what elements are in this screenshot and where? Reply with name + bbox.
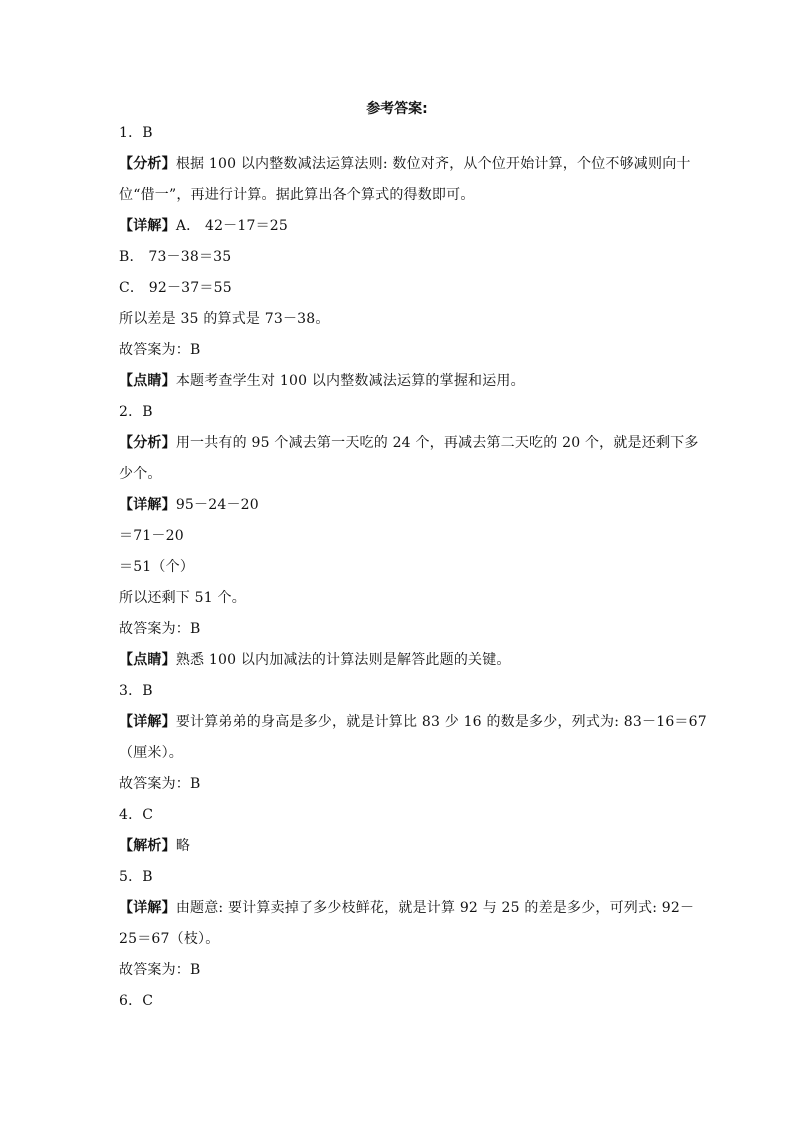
line-text: 1．B [119, 125, 153, 141]
answer-line [119, 278, 679, 309]
line-text: （厘米）。 [119, 745, 183, 761]
line-text: 6．C [119, 993, 154, 1009]
line-text: B． 73－38＝35 [119, 249, 232, 265]
answer-line [119, 309, 679, 340]
line-text: 所以差是 35 的算式是 73－38。 [119, 311, 330, 327]
section-tag: 【点睛】 [119, 373, 176, 389]
answer-line [119, 960, 679, 991]
line-text: 2．B [119, 404, 153, 420]
answer-line [119, 340, 679, 371]
answer-line [119, 991, 679, 1022]
line-text: 由题意: 要计算卖掉了多少枝鲜花，就是计算 92 与 25 的差是多少，可列式: 92－ [175, 900, 695, 916]
answer-line [119, 557, 679, 588]
answer-line [119, 650, 679, 681]
section-tag: 【详解】 [119, 714, 176, 730]
line-text: C． 92－37＝55 [119, 280, 232, 296]
line-text: 故答案为：B [119, 342, 201, 358]
answer-line [119, 774, 679, 805]
line-text: 故答案为：B [119, 621, 201, 637]
line-text: 3．B [119, 683, 153, 699]
answer-line [119, 154, 691, 185]
section-tag: 【详解】 [119, 900, 176, 916]
answer-line [119, 898, 695, 929]
line-text: ＝51（个） [119, 559, 195, 575]
line-text: 要计算弟弟的身高是多少，就是计算比 83 少 16 的数是多少，列式为: 83－16＝67 [175, 714, 707, 730]
line-text: 4．C [119, 807, 154, 823]
line-text: 根据 100 以内整数减法运算法则: 数位对齐，从个位开始计算，个位不够减则向十 [175, 156, 691, 172]
line-text: 95－24－20 [175, 497, 259, 513]
answer-line [119, 371, 679, 402]
line-text: 所以还剩下 51 个。 [119, 590, 246, 606]
line-text: ＝71－20 [119, 528, 184, 544]
line-text: 位“借一”，再进行计算。据此算出各个算式的得数即可。 [119, 187, 475, 203]
answer-line [119, 619, 679, 650]
line-text: 用一共有的 95 个减去第一天吃的 24 个，再减去第二天吃的 20 个，就是还剩下多 [175, 435, 699, 451]
answer-line [119, 805, 679, 836]
answer-line [119, 433, 699, 464]
line-text: 熟悉 100 以内加减法的计算法则是解答此题的关键。 [175, 652, 511, 668]
line-text: A． 42－17＝25 [175, 218, 289, 234]
line-text: 本题考查学生对 100 以内整数减法运算的掌握和运用。 [175, 373, 525, 389]
line-text: 故答案为：B [119, 776, 201, 792]
answer-line [119, 495, 679, 526]
answer-line [119, 464, 679, 495]
answer-line [119, 743, 679, 774]
line-text: 5．B [119, 869, 153, 885]
answer-line [119, 402, 679, 433]
section-tag: 【解析】 [119, 838, 176, 854]
answer-line [119, 185, 679, 216]
answer-line [119, 247, 679, 278]
answer-line [119, 681, 679, 712]
answer-line [119, 216, 679, 247]
answer-line [119, 526, 679, 557]
answer-line [119, 867, 679, 898]
section-tag: 【分析】 [119, 156, 176, 172]
section-tag: 【详解】 [119, 497, 176, 513]
answer-key-title: 参考答案: [366, 101, 428, 117]
section-tag: 【分析】 [119, 435, 176, 451]
answer-line [119, 123, 679, 154]
answer-line [119, 712, 707, 743]
line-text: 25＝67（枝）。 [119, 931, 220, 947]
answer-line [119, 588, 679, 619]
line-text: 少个。 [119, 466, 162, 482]
section-tag: 【详解】 [119, 218, 176, 234]
section-tag: 【点睛】 [119, 652, 176, 668]
line-text: 故答案为：B [119, 962, 201, 978]
answer-line [119, 929, 679, 960]
line-text: 略 [175, 838, 191, 854]
answer-line [119, 836, 679, 867]
answer-lines [119, 123, 707, 1022]
